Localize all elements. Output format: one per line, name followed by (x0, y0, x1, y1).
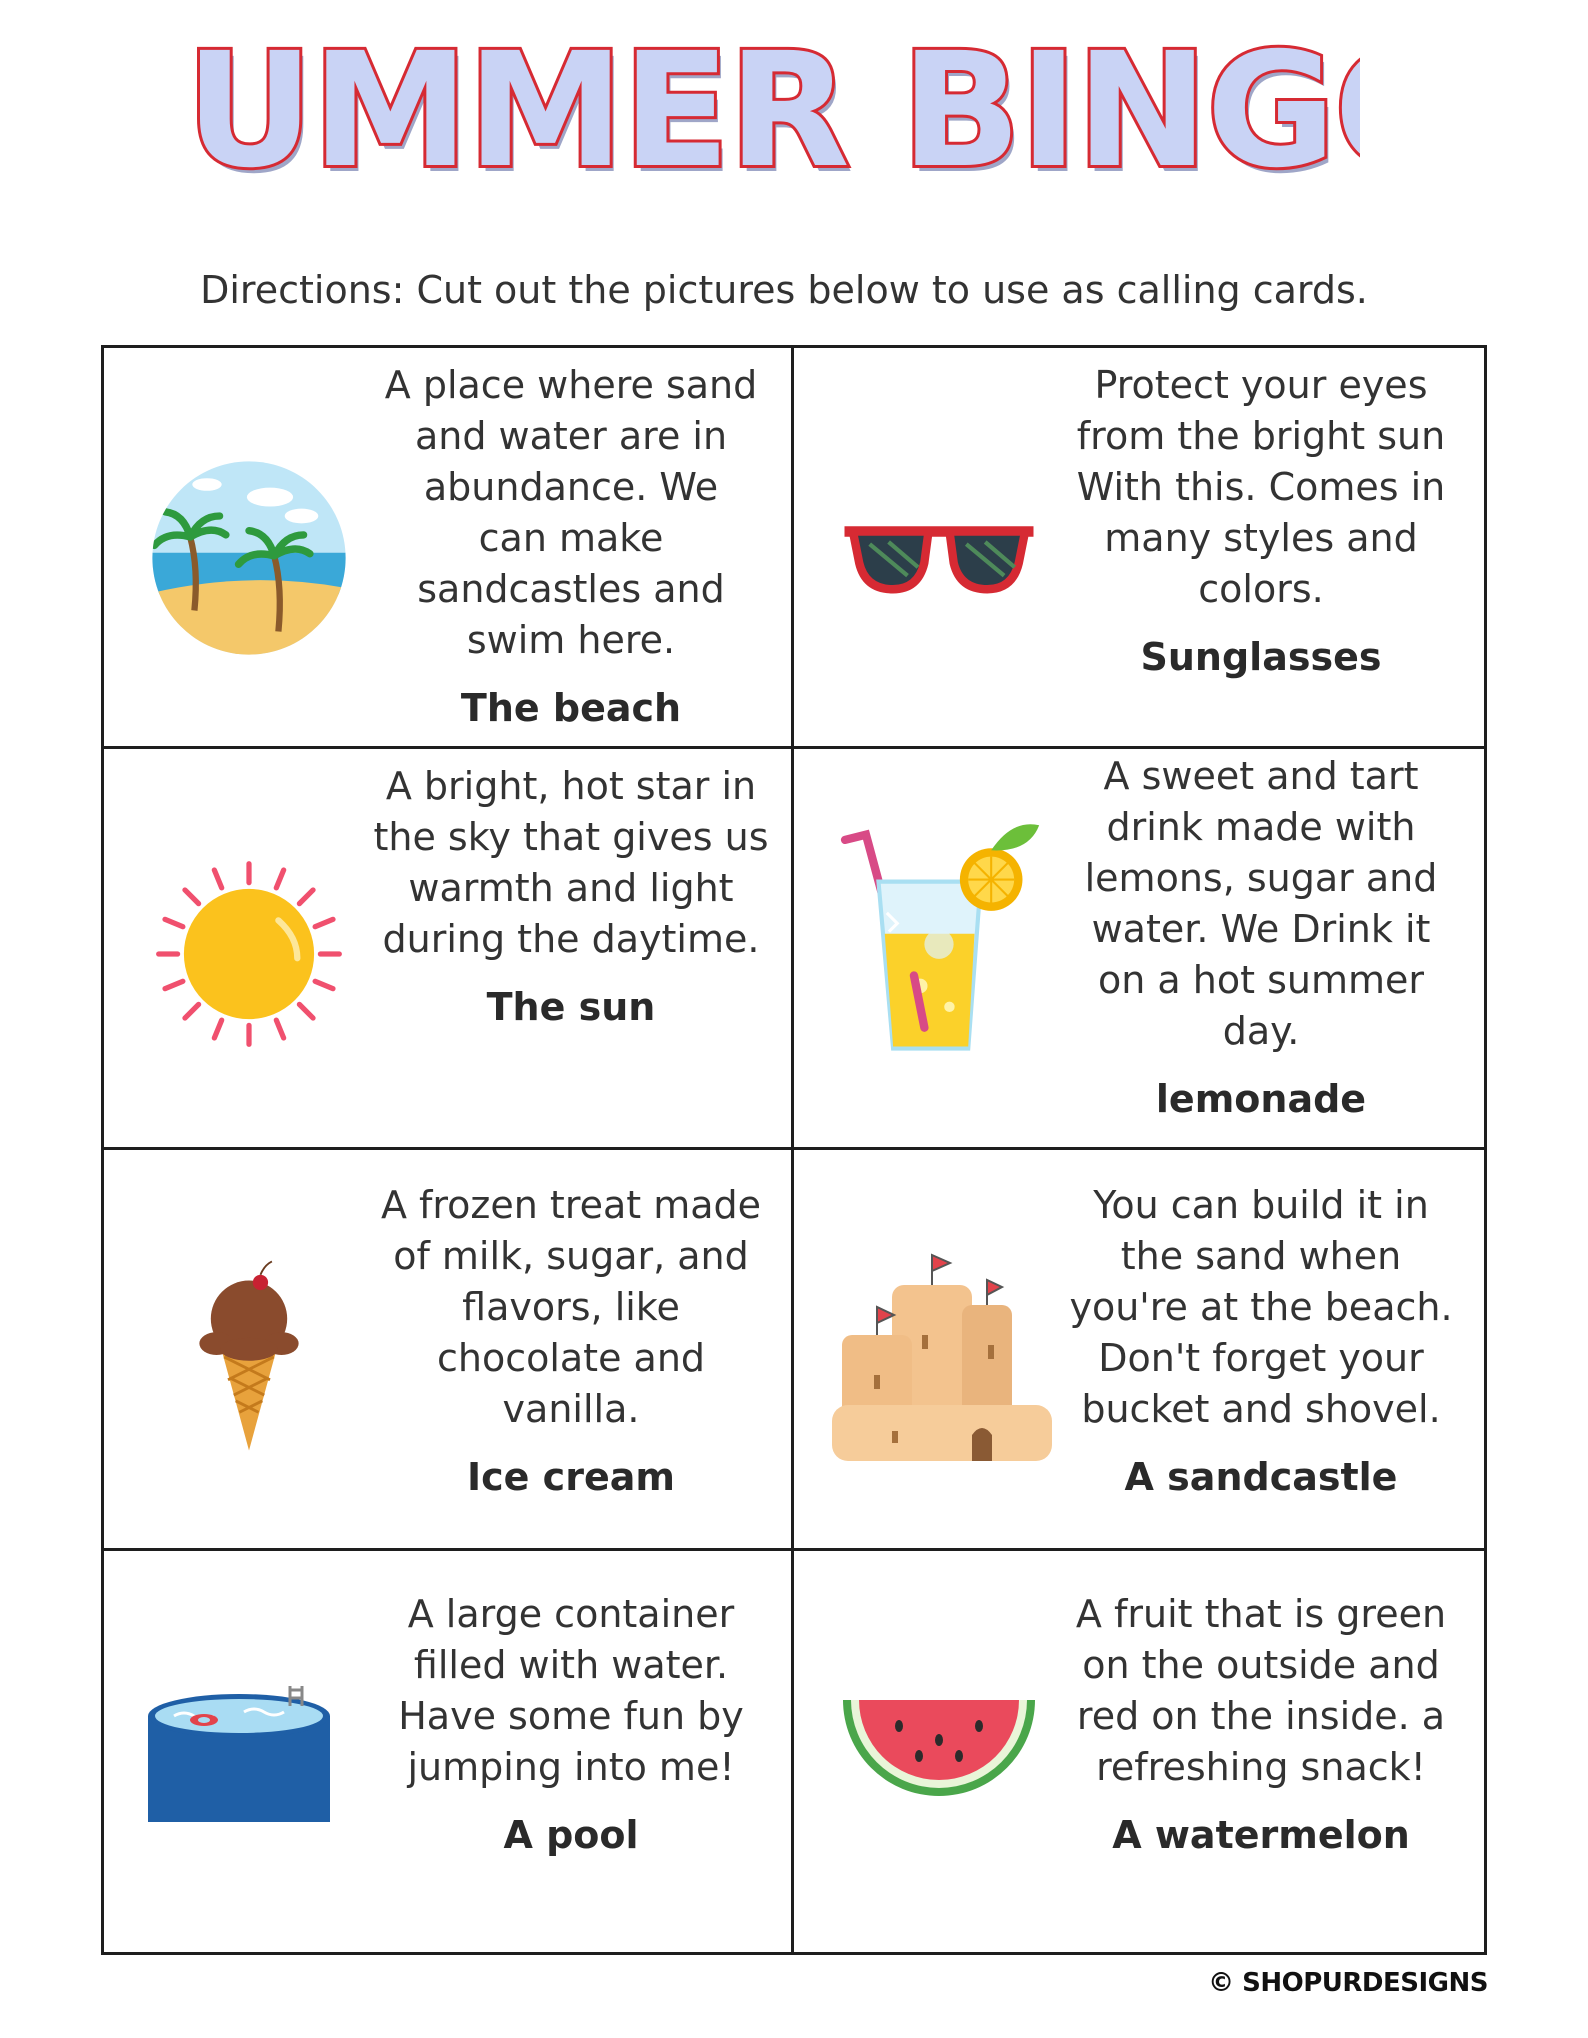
card-description: A frozen treat made of milk, sugar, and flavors, like chocolate and vanilla. (380, 1183, 762, 1431)
card-text (346, 360, 796, 730)
card-answer: The sun (486, 985, 656, 1029)
copyright-text: © SHOPURDESIGNS (1208, 1968, 1488, 1998)
card-pool (104, 1551, 794, 1952)
calling-cards-grid (101, 345, 1487, 1955)
card-lemonade (794, 749, 1484, 1150)
card-ice-cream (104, 1150, 794, 1551)
card-answer: A watermelon (1112, 1813, 1410, 1857)
card-description: A place where sand and water are in abundance. We can make sandcastles and swim here. (384, 363, 758, 662)
card-text (1036, 360, 1486, 679)
card-answer: A sandcastle (1124, 1455, 1398, 1499)
sun-icon (144, 849, 354, 1059)
card-answer: Sunglasses (1140, 635, 1382, 679)
directions-text: Directions: Cut out the pictures below to use as calling cards. (200, 268, 1368, 312)
title-text: UMMER BING (185, 19, 1334, 203)
pool-icon (144, 1686, 334, 1826)
card-answer: Ice cream (467, 1455, 675, 1499)
watermelon-icon (834, 1696, 1044, 1806)
sunglasses-icon (834, 458, 1044, 668)
card-description: A bright, hot star in the sky that gives us warmth and light during the daytime. (373, 764, 769, 961)
card-watermelon (794, 1551, 1484, 1952)
card-text (346, 1589, 796, 1857)
page-title (180, 10, 1360, 210)
card-text (346, 1180, 796, 1499)
card-text (1036, 1589, 1486, 1857)
sandcastle-icon (822, 1235, 1062, 1475)
card-answer: The beach (460, 686, 682, 730)
card-text (1036, 1180, 1486, 1499)
card-description: A fruit that is green on the outside and red on the inside. a refreshing snack! (1075, 1592, 1447, 1789)
title-shadow: UMMER BING (189, 25, 1338, 209)
beach-icon (144, 453, 354, 663)
card-sandcastle (794, 1150, 1484, 1551)
card-answer: A pool (503, 1813, 639, 1857)
card-description: Protect your eyes from the bright sun With this. Comes in many styles and colors. (1076, 363, 1446, 611)
card-description: A sweet and tart drink made with lemons, sugar and water. We Drink it on a hot summer day. (1084, 754, 1438, 1053)
card-sun (104, 749, 794, 1150)
card-beach (104, 348, 794, 749)
lemonade-icon (834, 819, 1044, 1059)
card-sunglasses (794, 348, 1484, 749)
card-text (1036, 751, 1486, 1121)
ice-cream-icon (144, 1250, 354, 1460)
card-description: You can build it in the sand when you're at the beach. Don't forget your bucket and shovel. (1069, 1183, 1453, 1431)
card-answer: lemonade (1155, 1077, 1367, 1121)
card-text (346, 761, 796, 1029)
card-description: A large container filled with water. Have some fun by jumping into me! (398, 1592, 744, 1789)
